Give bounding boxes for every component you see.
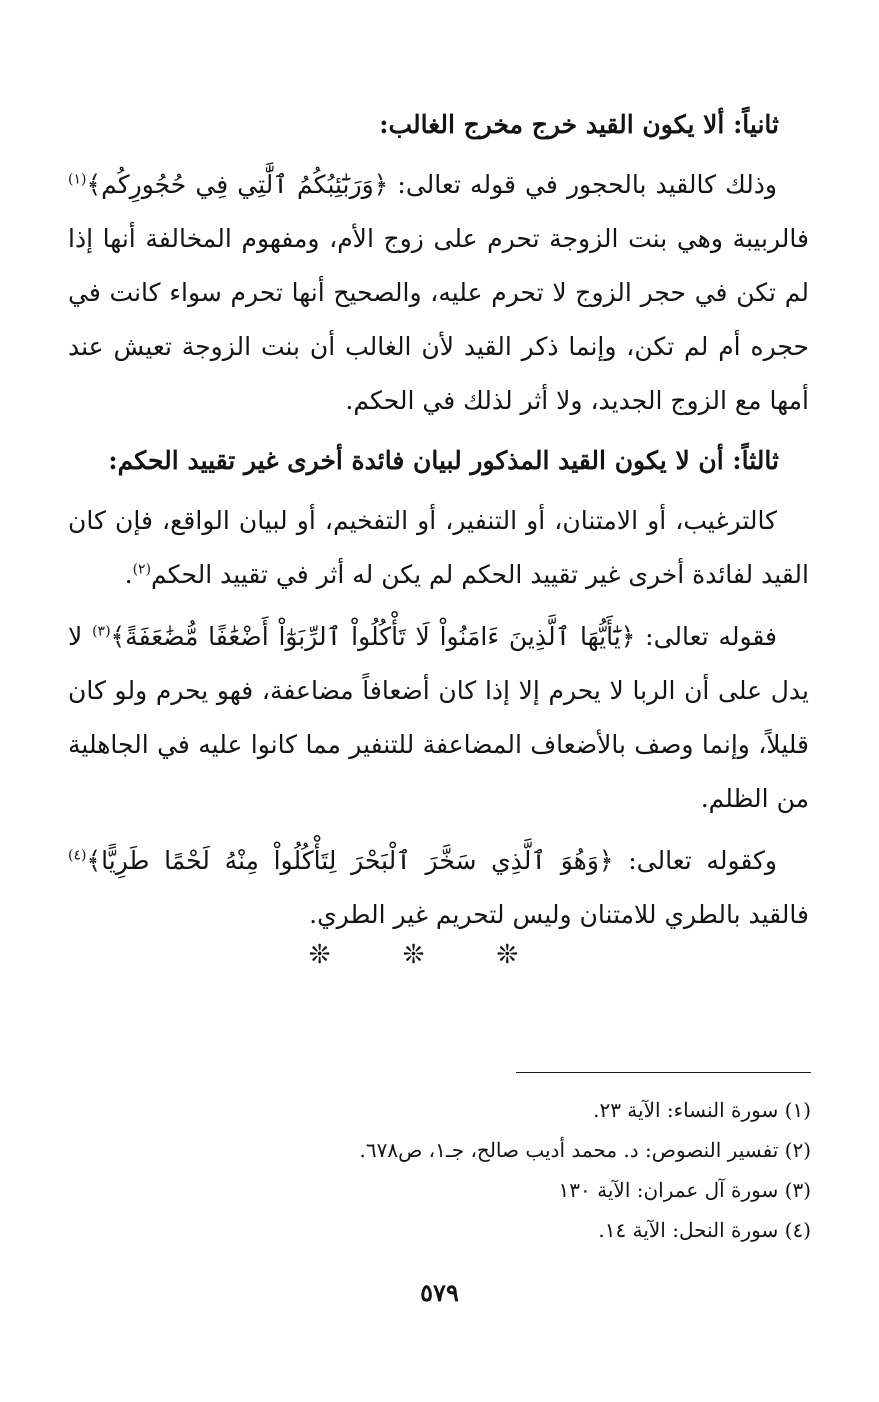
paragraph-text: . [124, 560, 133, 589]
star-ornament-icon: ❊ [308, 940, 383, 970]
paragraph-riba [68, 610, 809, 826]
footnote-divider [516, 1072, 811, 1073]
paragraph-text: لا يدل على أن الربا لا يحرم إلا إذا كان أضعافاً مضاعفة، فهو يحرم ولو كان قليلاً، وإنما وصف بالأضعاف المضاعفة للتنفير مما كانوا عليه في الجاهلية من الظلم. [68, 622, 809, 813]
paragraph-benefits [68, 494, 809, 602]
paragraph-text: كالترغيب، أو الامتنان، أو التنفير، أو التفخيم، أو لبيان الواقع، فإن كان القيد لفائدة أخرى غير تقييد الحكم لم يكن له أثر في تقييد الحكم [68, 506, 809, 589]
footnote-ref-3[interactable]: (٣) [92, 623, 111, 640]
paragraph-text: وذلك كالقيد بالحجور في قوله تعالى: ﴿وَرَبَٰٓئِبُكُمُ ٱلَّٰتِي فِي حُجُورِكُم﴾ [86, 170, 777, 199]
page-number: ٥٧٩ [420, 1278, 459, 1307]
footnote-ref-1[interactable]: (١) [68, 171, 87, 188]
section-heading-third: ثالثاً: أن لا يكون القيد المذكور لبيان فائدة أخرى غير تقييد الحكم: [108, 446, 779, 475]
footnotes [68, 1090, 811, 1250]
section-heading-second: ثانياً: ألا يكون القيد خرج مخرج الغالب: [379, 110, 779, 139]
paragraph-text: فالقيد بالطري للامتنان وليس لتحريم غير الطري. [309, 900, 809, 929]
main-text [68, 98, 809, 948]
section-separator [0, 940, 879, 970]
footnote-1: (١) سورة النساء: الآية ٢٣. [593, 1098, 811, 1122]
paragraph-text: وكقوله تعالى: ﴿وَهُوَ ٱلَّذِي سَخَّرَ ٱلْبَحْرَ لِتَأْكُلُواْ مِنْهُ لَحْمًا طَرِيًّا﴾ [86, 846, 777, 875]
footnote-3: (٣) سورة آل عمران: الآية ١٣٠ [558, 1178, 811, 1202]
footnote-ref-4[interactable]: (٤) [68, 847, 87, 864]
footnote-2: (٢) تفسير النصوص: د. محمد أديب صالح، جـ١، ص٦٧٨. [359, 1138, 811, 1162]
footnote-ref-2[interactable]: (٢) [132, 561, 152, 578]
star-ornament-icon: ❊ [496, 940, 571, 970]
star-ornament-icon: ❊ [402, 940, 477, 970]
paragraph-hujur [68, 158, 809, 428]
paragraph-sea [68, 834, 809, 942]
paragraph-text: فالربيبة وهي بنت الزوجة تحرم على زوج الأم، ومفهوم المخالفة أنها إذا لم تكن في حجر الزوج لا تحرم عليه، والصحيح أنها تحرم سواء كانت في حجره أم لم تكن، وإنما ذكر القيد لأن الغالب أن بنت الزوجة تعيش عند أمها مع الزوج الجديد، ولا أثر لذلك في الحكم. [68, 224, 809, 415]
paragraph-text: فقوله تعالى: ﴿يَٰٓأَيُّهَا ٱلَّذِينَ ءَامَنُواْ لَا تَأْكُلُواْ ٱلرِّبَوٰٓاْ أَضْعَٰفًا مُّضَٰعَفَةً﴾ [110, 622, 777, 651]
footnote-4: (٤) سورة النحل: الآية ١٤. [598, 1218, 811, 1242]
